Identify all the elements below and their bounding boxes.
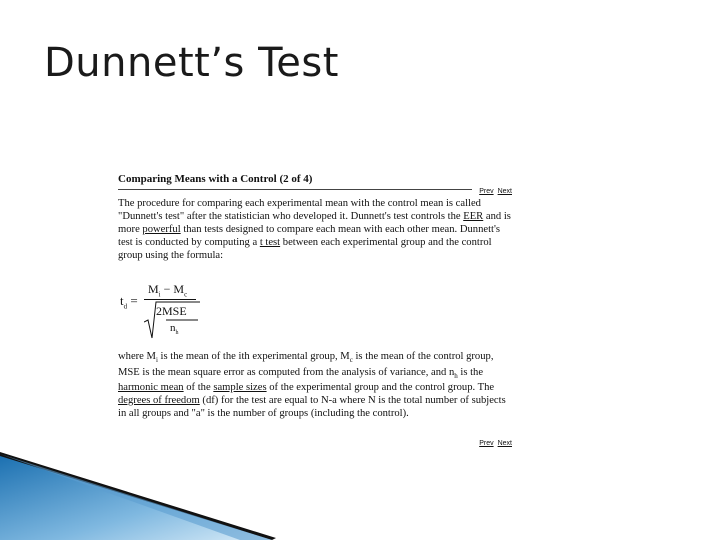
para2-text-1: where M bbox=[118, 351, 156, 362]
intro-paragraph bbox=[118, 197, 516, 262]
t-test-link[interactable]: t test bbox=[259, 237, 281, 248]
formula-mi: M bbox=[148, 282, 159, 296]
para2-text-5: of the bbox=[183, 382, 214, 394]
formula-t-sub: d bbox=[123, 302, 128, 311]
para2-text-6: of the experimental group and the control group. The bbox=[266, 382, 495, 394]
next-link-bottom[interactable]: Next bbox=[497, 440, 512, 447]
heading-rule bbox=[118, 189, 512, 190]
para1-text-4: between each experimental group and the control group using the formula: bbox=[118, 237, 492, 261]
explanation-paragraph bbox=[118, 351, 516, 420]
para2-sub-c: c bbox=[349, 356, 353, 365]
para2-text-7: (df) for the test are equal to N-a where N is the total number of subjects in all groups and "a" is the number of groups (including the control). bbox=[118, 395, 506, 419]
formula-n: n bbox=[170, 322, 176, 334]
sample-sizes-link[interactable]: sample sizes bbox=[213, 382, 267, 394]
para2-sub-i: i bbox=[155, 356, 158, 365]
para2-sub-h: h bbox=[454, 371, 458, 380]
nav-top bbox=[472, 188, 512, 195]
powerful-link[interactable]: powerful bbox=[142, 224, 181, 235]
scanned-textbook-excerpt bbox=[116, 170, 514, 456]
formula-2mse: 2MSE bbox=[156, 304, 187, 318]
formula-mi-sub: i bbox=[158, 290, 161, 299]
para2-text-2: is the mean of the ith experimental group, M bbox=[157, 351, 350, 362]
eer-link[interactable]: EER bbox=[463, 211, 484, 222]
formula-numerator bbox=[148, 282, 187, 298]
harmonic-mean-link[interactable]: harmonic mean bbox=[118, 382, 184, 394]
degrees-of-freedom-link[interactable]: degrees of freedom bbox=[118, 395, 200, 406]
next-link-top[interactable]: Next bbox=[497, 188, 512, 195]
para1-text-3: than tests designed to compare each mean with each other mean. Dunnett's test is conducted by computing a bbox=[118, 224, 500, 248]
formula-lhs bbox=[120, 293, 138, 311]
formula-n-sub: h bbox=[175, 330, 179, 337]
formula-minus-mc: − M bbox=[160, 282, 185, 296]
para2-text-3: is the mean of the control group, MSE is the mean square error as computed from the analysis of variance, and n bbox=[118, 351, 494, 378]
dunnett-formula bbox=[118, 282, 278, 342]
prev-link-bottom[interactable]: Prev bbox=[479, 440, 494, 447]
slide-title: Dunnett’s Test bbox=[44, 40, 339, 86]
prev-link-top[interactable]: Prev bbox=[479, 188, 494, 195]
formula-nh bbox=[170, 322, 179, 336]
slide-corner-decoration bbox=[0, 440, 720, 540]
formula-t: t bbox=[120, 293, 124, 308]
formula-mc-sub: c bbox=[184, 290, 188, 299]
formula-equals: = bbox=[130, 293, 138, 308]
excerpt-heading: Comparing Means with a Control (2 of 4) bbox=[118, 173, 313, 185]
para1-text-2: and is more bbox=[118, 211, 511, 235]
para2-text-4: is the bbox=[457, 366, 484, 378]
para1-text-1: The procedure for comparing each experimental mean with the control mean is called "Dunnett's test" after the statistician who developed it. Dunnett's test controls the bbox=[118, 198, 481, 222]
